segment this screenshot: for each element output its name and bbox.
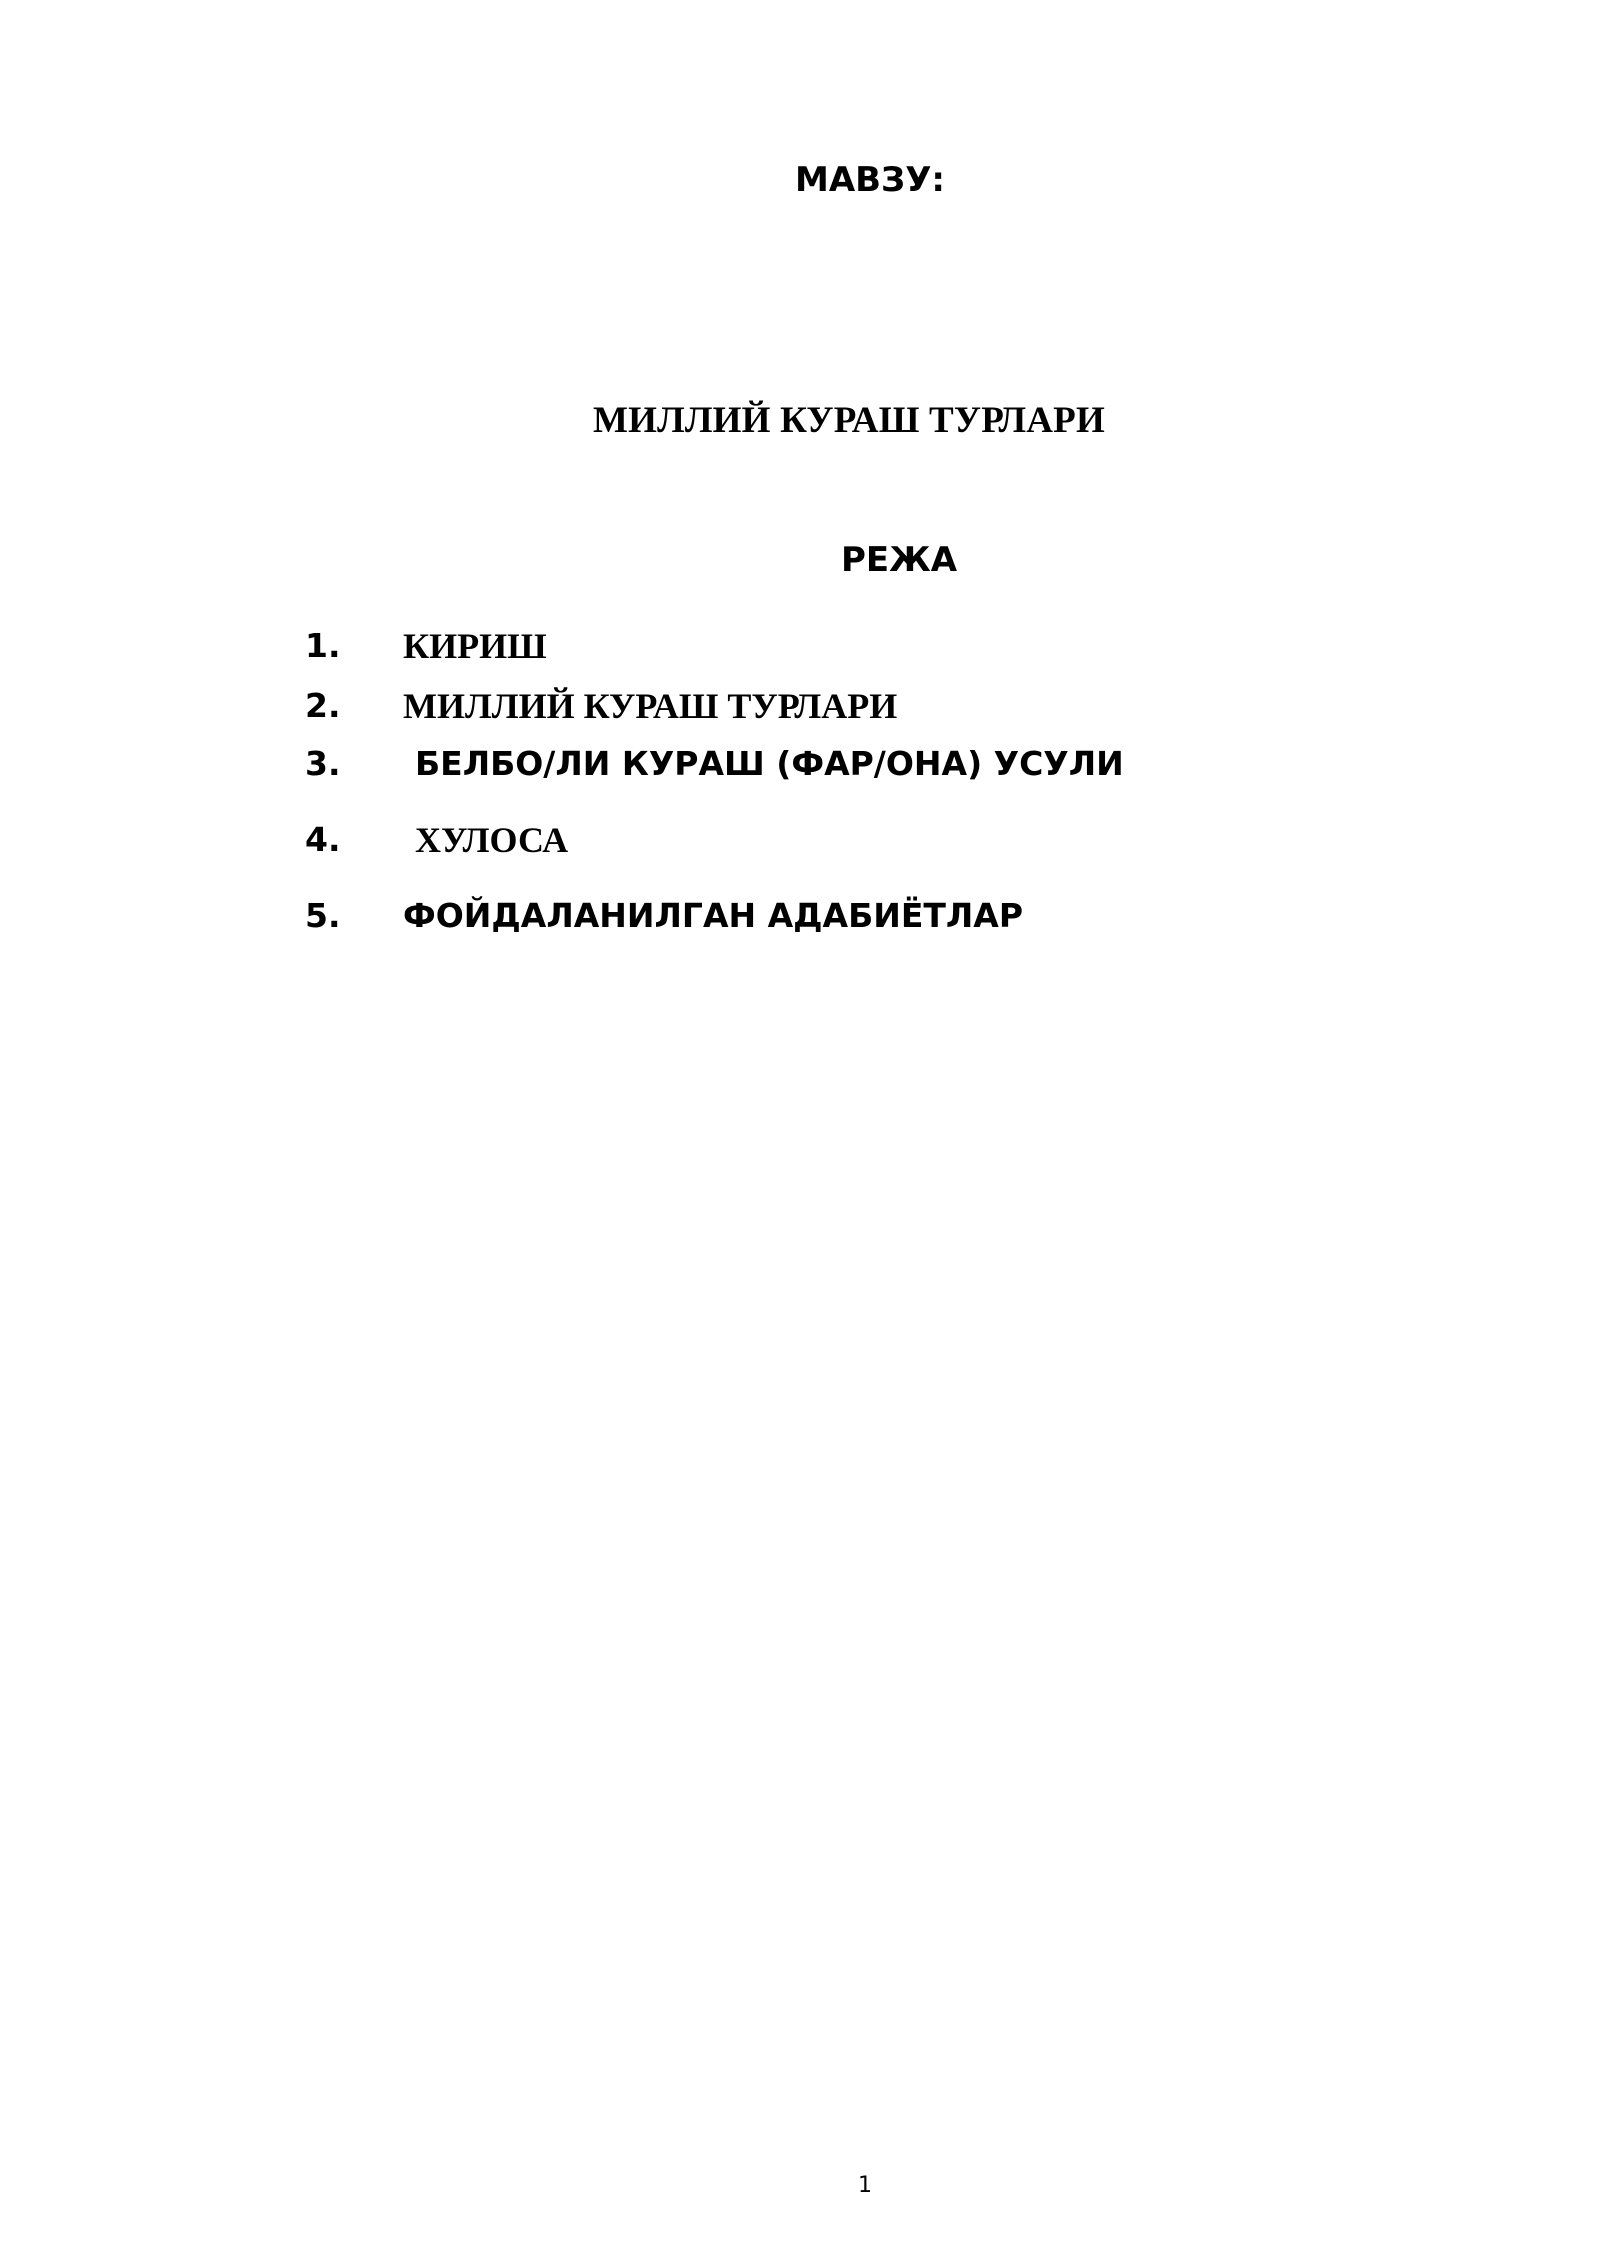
list-item-number: 1. bbox=[305, 626, 341, 665]
list-item-text: КИРИШ bbox=[403, 626, 547, 666]
list-item-number: 5. bbox=[305, 896, 341, 935]
list-item-text: ФОЙДАЛАНИЛГАН АДАБИЁТЛАР bbox=[403, 896, 1024, 935]
list-item-text: БЕЛБО/ЛИ КУРАШ (ФАР/ОНА) УСУЛИ bbox=[415, 744, 1124, 783]
list-item-number: 2. bbox=[305, 686, 341, 725]
list-item-number: 3. bbox=[305, 744, 341, 783]
page-number: 1 bbox=[858, 2173, 872, 2198]
topic-label: МАВЗУ: bbox=[794, 160, 946, 200]
list-item-number: 4. bbox=[305, 820, 341, 859]
list-item-text: МИЛЛИЙ КУРАШ ТУРЛАРИ bbox=[403, 686, 898, 726]
list-item-text: ХУЛОСА bbox=[415, 820, 569, 860]
document-title: МИЛЛИЙ КУРАШ ТУРЛАРИ bbox=[593, 400, 1105, 441]
plan-heading: РЕЖА bbox=[840, 540, 958, 580]
